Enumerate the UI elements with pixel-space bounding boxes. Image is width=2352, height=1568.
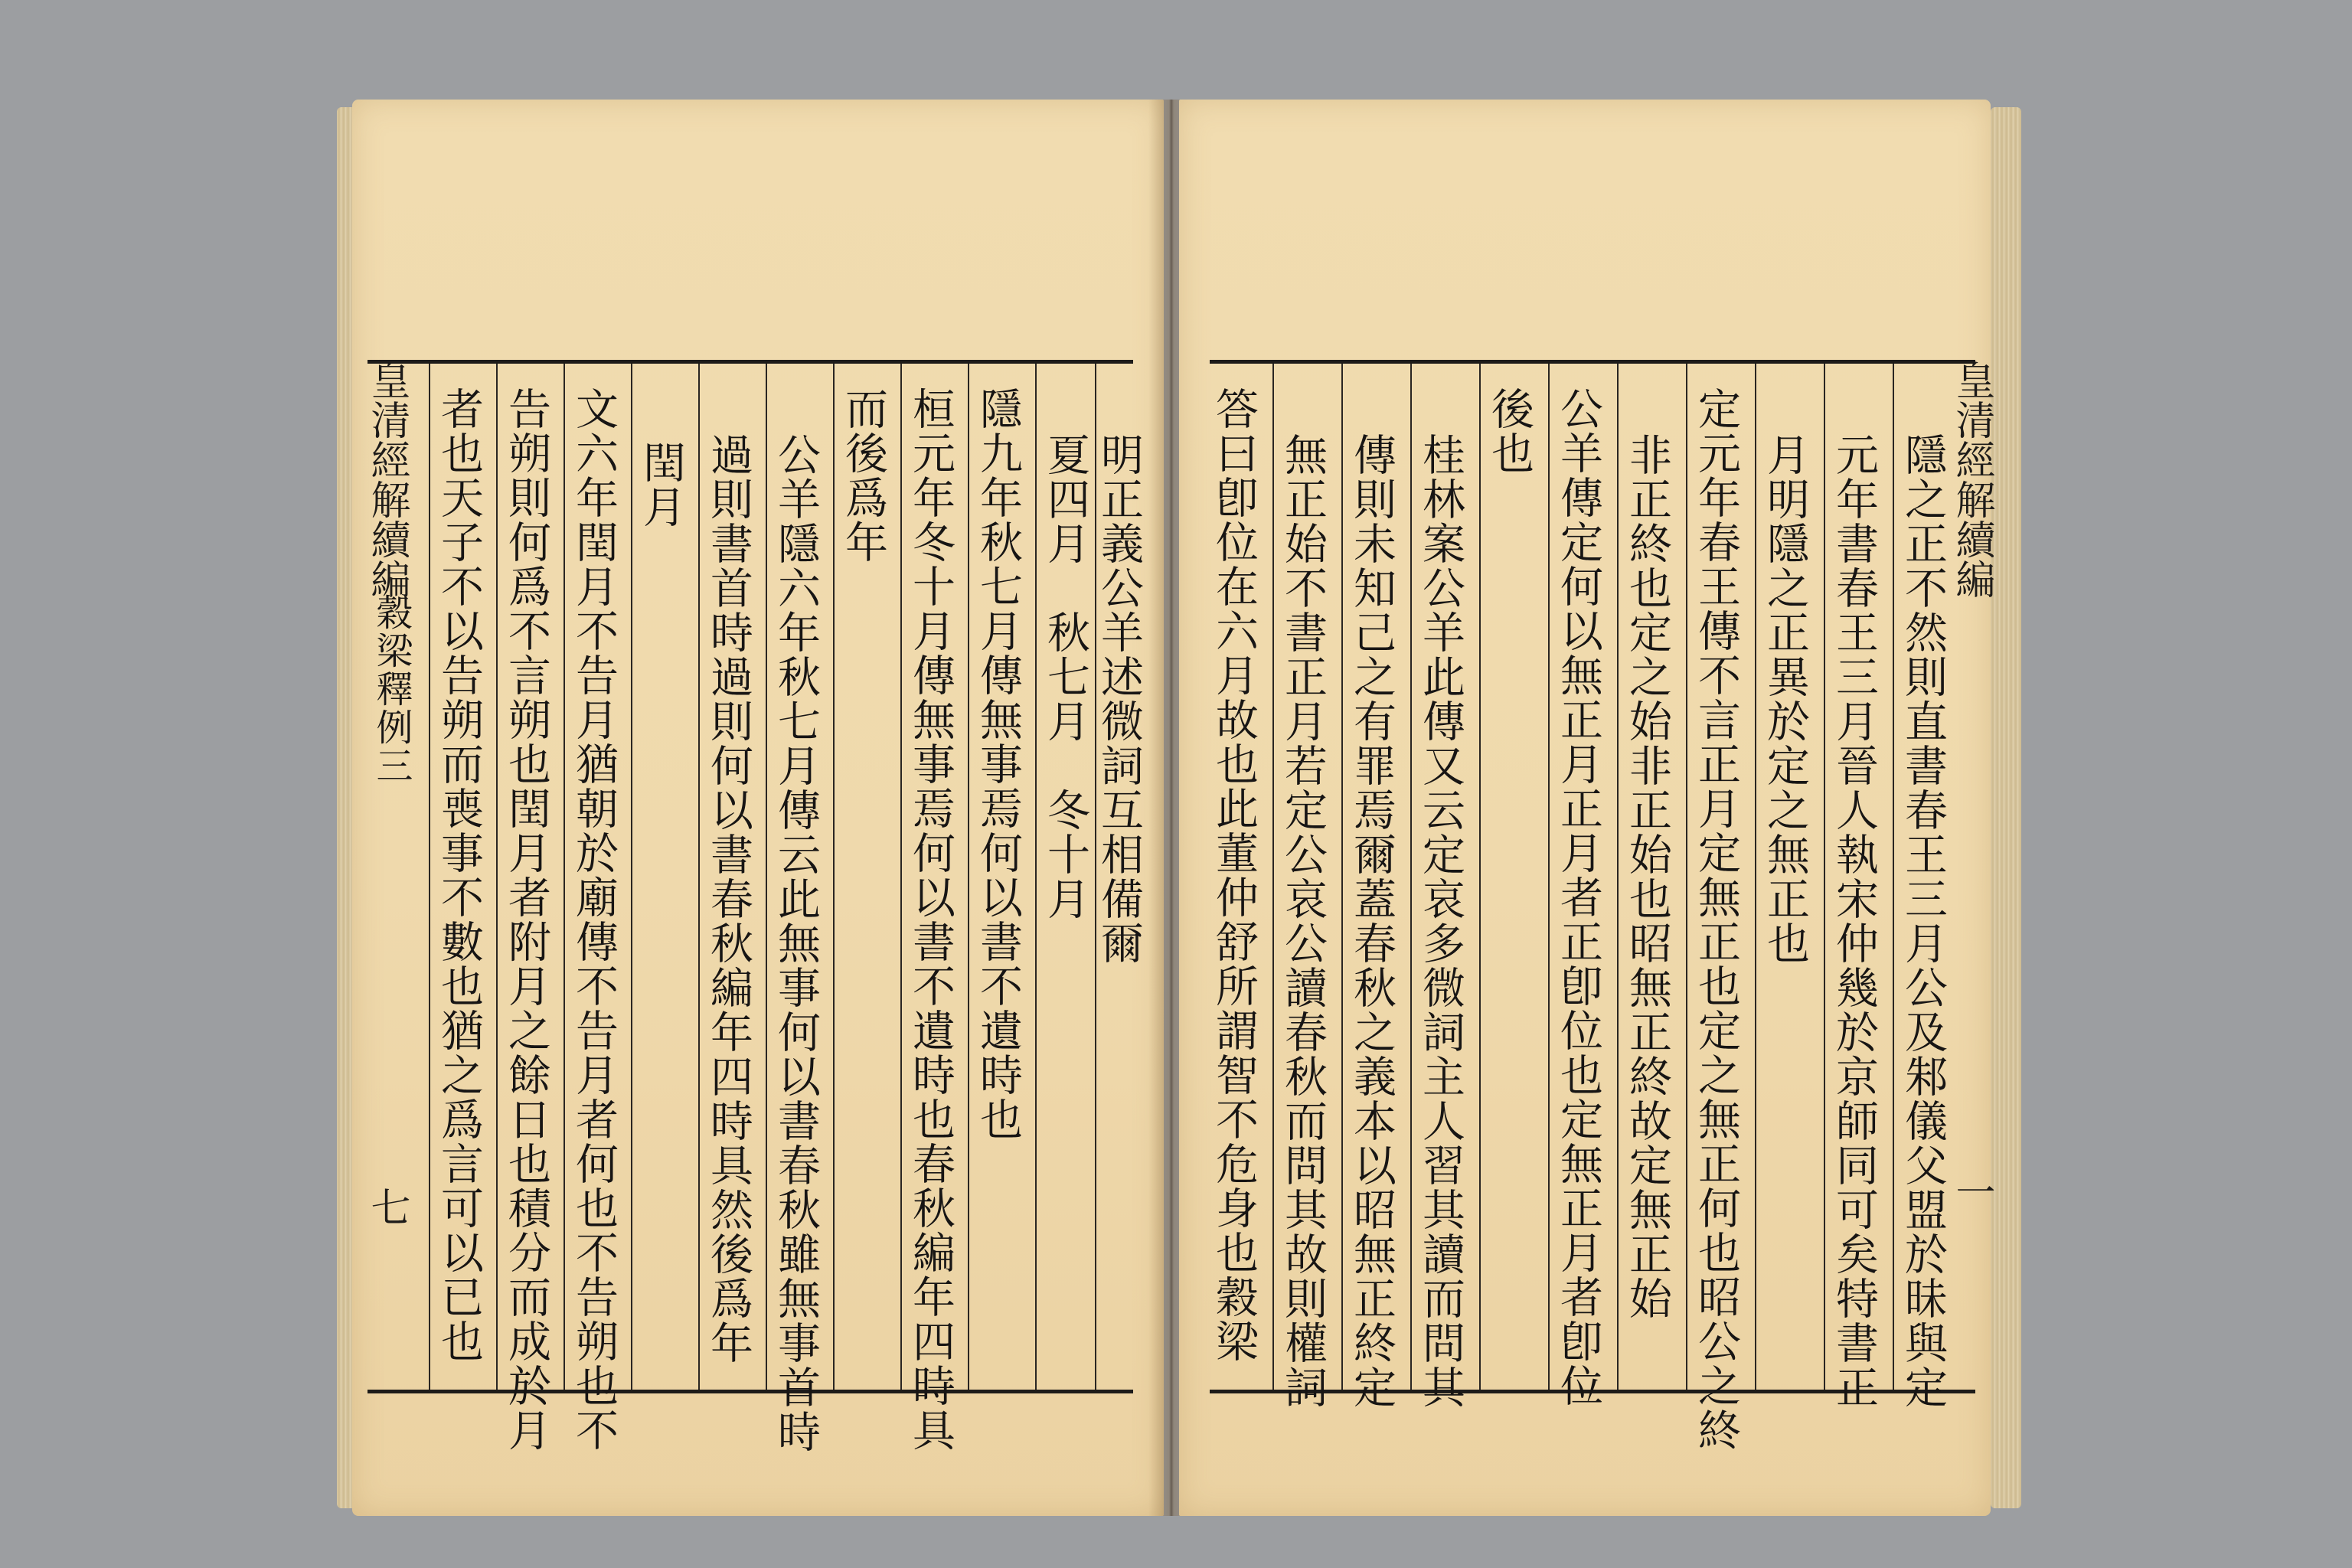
left-page-book-title: 皇清經解續編	[364, 360, 410, 599]
text-column-11: 答曰卽位在六月故也此董仲舒所謂智不危身也穀梁	[1209, 387, 1259, 1364]
column-rule	[564, 364, 565, 1390]
column-rule	[968, 364, 969, 1390]
column-rule	[1755, 364, 1756, 1390]
text-column-9: 傳則未知己之有罪焉爾蓋春秋之義本以昭無正終定	[1347, 433, 1396, 1410]
text-column-4: 定元年春王傳不言正月定無正也定之無正何也昭公之終	[1691, 387, 1741, 1452]
text-column-9: 文六年閏月不告月猶朝於廟傳不告月者何也不告朔也不	[569, 387, 619, 1452]
column-rule	[1479, 364, 1481, 1390]
text-column-6: 公羊傳定何以無正月正月者正卽位也定無正月者卽位	[1553, 387, 1603, 1408]
column-rule	[1410, 364, 1412, 1390]
column-rule	[1686, 364, 1687, 1390]
left-page-leaf-number: 七	[364, 1187, 410, 1227]
column-rule	[1617, 364, 1619, 1390]
right-page-leaf-number: 一	[1949, 1171, 1994, 1211]
column-rule	[833, 364, 835, 1390]
text-column-1: 明正義公羊述微詞互相備爾	[1094, 433, 1144, 965]
open-book	[337, 84, 2021, 1524]
text-column-4: 桓元年冬十月傳無事焉何以書不遺時也春秋編年四時具	[906, 387, 956, 1452]
column-rule	[496, 364, 498, 1390]
column-rule	[631, 364, 632, 1390]
text-column-7: 過則書首時過則何以書春秋編年四時具然後爲年	[704, 433, 753, 1365]
text-column-10: 告朔則何爲不言朔也閏月者附月之餘日也積分而成於月	[501, 387, 551, 1452]
column-rule	[698, 364, 700, 1390]
column-rule	[1272, 364, 1274, 1390]
text-column-8: 桂林案公羊此傳又云定哀多微詞主人習其讀而問其	[1416, 433, 1465, 1410]
text-column-1: 隱之正不然則直書春王三月公及邾儀父盟於昧與定	[1898, 433, 1948, 1410]
chapter-title: 穀梁釋例三	[370, 593, 413, 785]
column-rule	[766, 364, 767, 1390]
column-rule	[1341, 364, 1343, 1390]
text-column-5: 非正終也定之始非正始也昭無正終故定無正始	[1622, 433, 1672, 1321]
text-column-6: 公羊隱六年秋七月傳云此無事何以書春秋雖無事首時	[771, 433, 821, 1454]
column-rule	[1824, 364, 1825, 1390]
text-column-8: 閏月	[636, 440, 686, 529]
column-rule	[1035, 364, 1037, 1390]
text-column-7: 後也	[1485, 387, 1534, 475]
left-page	[352, 100, 1164, 1516]
text-column-5: 而後爲年	[838, 387, 888, 564]
left-text-frame	[368, 360, 1144, 1454]
text-column-3: 隱九年秋七月傳無事焉何以書不遺時也	[973, 387, 1023, 1142]
text-column-2: 元年書春王三月晉人執宋仲幾於京師同可矣特書正	[1829, 433, 1879, 1410]
column-rule	[1548, 364, 1550, 1390]
text-column-11: 者也天子不以告朔而喪事不數也猶之爲言可以已也	[434, 387, 484, 1364]
right-page-book-title: 皇清經解續編	[1949, 360, 1994, 599]
right-text-frame	[1209, 360, 1975, 1452]
column-rule	[1893, 364, 1894, 1390]
right-page	[1179, 100, 1994, 1516]
column-rule	[900, 364, 902, 1390]
column-rule	[429, 364, 430, 1390]
text-column-10: 無正始不書正月若定公哀公讀春秋而問其故則權詞	[1278, 433, 1328, 1410]
right-page-edges	[1991, 107, 2021, 1508]
text-column-3: 月明隱之正異於定之無正也	[1760, 433, 1810, 965]
text-column-2: 夏四月 秋七月 冬十月	[1040, 433, 1090, 921]
